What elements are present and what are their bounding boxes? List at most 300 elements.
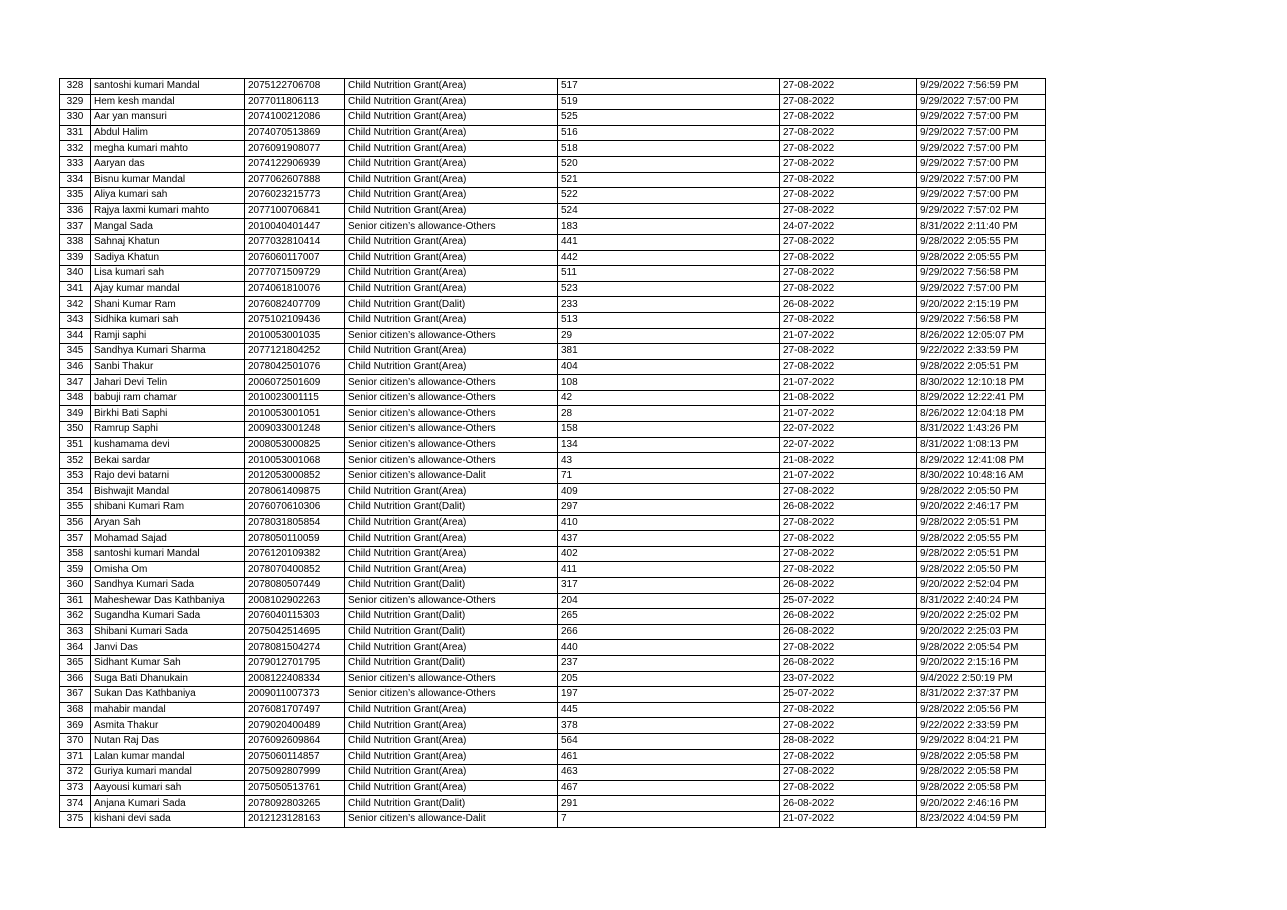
date-cell: 27-08-2022 bbox=[780, 203, 917, 219]
id-number-cell: 2010053001068 bbox=[245, 453, 345, 469]
beneficiary-name-cell: Asmita Thakur bbox=[91, 718, 245, 734]
reference-number-cell: 463 bbox=[558, 765, 780, 781]
allowance-type-cell: Child Nutrition Grant(Area) bbox=[345, 344, 558, 360]
reference-number-cell: 445 bbox=[558, 702, 780, 718]
reference-number-cell: 513 bbox=[558, 312, 780, 328]
serial-number-cell: 349 bbox=[60, 406, 91, 422]
id-number-cell: 2074061810076 bbox=[245, 281, 345, 297]
allowance-type-cell: Child Nutrition Grant(Area) bbox=[345, 266, 558, 282]
table-row bbox=[60, 733, 1046, 749]
beneficiary-name-cell: Jahari Devi Telin bbox=[91, 375, 245, 391]
reference-number-cell: 205 bbox=[558, 671, 780, 687]
date-cell: 27-08-2022 bbox=[780, 765, 917, 781]
serial-number-cell: 368 bbox=[60, 702, 91, 718]
timestamp-cell: 8/23/2022 4:04:59 PM bbox=[917, 811, 1046, 827]
timestamp-cell: 8/31/2022 2:11:40 PM bbox=[917, 219, 1046, 235]
date-cell: 27-08-2022 bbox=[780, 515, 917, 531]
id-number-cell: 2078080507449 bbox=[245, 578, 345, 594]
id-number-cell: 2077071509729 bbox=[245, 266, 345, 282]
id-number-cell: 2076023215773 bbox=[245, 188, 345, 204]
table-row bbox=[60, 687, 1046, 703]
beneficiary-name-cell: babuji ram chamar bbox=[91, 390, 245, 406]
serial-number-cell: 335 bbox=[60, 188, 91, 204]
id-number-cell: 2078031805854 bbox=[245, 515, 345, 531]
serial-number-cell: 337 bbox=[60, 219, 91, 235]
reference-number-cell: 317 bbox=[558, 578, 780, 594]
allowance-type-cell: Child Nutrition Grant(Area) bbox=[345, 312, 558, 328]
allowance-type-cell: Senior citizen’s allowance-Dalit bbox=[345, 468, 558, 484]
timestamp-cell: 9/28/2022 2:05:50 PM bbox=[917, 562, 1046, 578]
serial-number-cell: 362 bbox=[60, 609, 91, 625]
beneficiary-name-cell: Aayousi kumari sah bbox=[91, 780, 245, 796]
id-number-cell: 2078092803265 bbox=[245, 796, 345, 812]
id-number-cell: 2079012701795 bbox=[245, 655, 345, 671]
beneficiary-name-cell: mahabir mandal bbox=[91, 702, 245, 718]
table-row bbox=[60, 562, 1046, 578]
allowance-type-cell: Senior citizen’s allowance-Others bbox=[345, 375, 558, 391]
allowance-type-cell: Child Nutrition Grant(Area) bbox=[345, 203, 558, 219]
table-row bbox=[60, 578, 1046, 594]
beneficiary-name-cell: Maheshewar Das Kathbaniya bbox=[91, 593, 245, 609]
serial-number-cell: 354 bbox=[60, 484, 91, 500]
table-row bbox=[60, 344, 1046, 360]
date-cell: 26-08-2022 bbox=[780, 624, 917, 640]
beneficiary-name-cell: Aryan Sah bbox=[91, 515, 245, 531]
allowance-type-cell: Senior citizen’s allowance-Others bbox=[345, 437, 558, 453]
date-cell: 22-07-2022 bbox=[780, 422, 917, 438]
table-row bbox=[60, 281, 1046, 297]
table-row bbox=[60, 110, 1046, 126]
timestamp-cell: 9/28/2022 2:05:54 PM bbox=[917, 640, 1046, 656]
serial-number-cell: 339 bbox=[60, 250, 91, 266]
reference-number-cell: 511 bbox=[558, 266, 780, 282]
id-number-cell: 2079020400489 bbox=[245, 718, 345, 734]
table-row bbox=[60, 468, 1046, 484]
date-cell: 27-08-2022 bbox=[780, 125, 917, 141]
reference-number-cell: 516 bbox=[558, 125, 780, 141]
id-number-cell: 2076082407709 bbox=[245, 297, 345, 313]
id-number-cell: 2074100212086 bbox=[245, 110, 345, 126]
date-cell: 21-07-2022 bbox=[780, 468, 917, 484]
serial-number-cell: 369 bbox=[60, 718, 91, 734]
date-cell: 27-08-2022 bbox=[780, 110, 917, 126]
reference-number-cell: 524 bbox=[558, 203, 780, 219]
table-row bbox=[60, 390, 1046, 406]
timestamp-cell: 9/28/2022 2:05:50 PM bbox=[917, 484, 1046, 500]
allowance-type-cell: Child Nutrition Grant(Area) bbox=[345, 281, 558, 297]
reference-number-cell: 564 bbox=[558, 733, 780, 749]
reference-number-cell: 266 bbox=[558, 624, 780, 640]
reference-number-cell: 134 bbox=[558, 437, 780, 453]
allowance-type-cell: Child Nutrition Grant(Dalit) bbox=[345, 500, 558, 516]
beneficiary-name-cell: Anjana Kumari Sada bbox=[91, 796, 245, 812]
beneficiary-name-cell: Aaryan das bbox=[91, 156, 245, 172]
beneficiary-name-cell: Janvi Das bbox=[91, 640, 245, 656]
serial-number-cell: 342 bbox=[60, 297, 91, 313]
id-number-cell: 2077100706841 bbox=[245, 203, 345, 219]
allowance-type-cell: Child Nutrition Grant(Area) bbox=[345, 640, 558, 656]
table-row bbox=[60, 718, 1046, 734]
serial-number-cell: 367 bbox=[60, 687, 91, 703]
beneficiary-name-cell: shibani Kumari Ram bbox=[91, 500, 245, 516]
date-cell: 27-08-2022 bbox=[780, 531, 917, 547]
date-cell: 21-08-2022 bbox=[780, 390, 917, 406]
serial-number-cell: 352 bbox=[60, 453, 91, 469]
allowance-type-cell: Child Nutrition Grant(Area) bbox=[345, 531, 558, 547]
allowance-type-cell: Child Nutrition Grant(Area) bbox=[345, 172, 558, 188]
timestamp-cell: 9/29/2022 7:57:00 PM bbox=[917, 188, 1046, 204]
timestamp-cell: 9/28/2022 2:05:58 PM bbox=[917, 749, 1046, 765]
date-cell: 27-08-2022 bbox=[780, 359, 917, 375]
allowance-type-cell: Senior citizen’s allowance-Others bbox=[345, 687, 558, 703]
table-row bbox=[60, 156, 1046, 172]
date-cell: 27-08-2022 bbox=[780, 484, 917, 500]
id-number-cell: 2076081707497 bbox=[245, 702, 345, 718]
date-cell: 25-07-2022 bbox=[780, 687, 917, 703]
allowance-type-cell: Senior citizen’s allowance-Others bbox=[345, 390, 558, 406]
allowance-type-cell: Child Nutrition Grant(Area) bbox=[345, 250, 558, 266]
date-cell: 27-08-2022 bbox=[780, 718, 917, 734]
id-number-cell: 2008122408334 bbox=[245, 671, 345, 687]
timestamp-cell: 9/29/2022 7:56:58 PM bbox=[917, 266, 1046, 282]
timestamp-cell: 9/20/2022 2:25:03 PM bbox=[917, 624, 1046, 640]
allowance-type-cell: Child Nutrition Grant(Area) bbox=[345, 718, 558, 734]
allowance-type-cell: Child Nutrition Grant(Dalit) bbox=[345, 624, 558, 640]
serial-number-cell: 353 bbox=[60, 468, 91, 484]
serial-number-cell: 373 bbox=[60, 780, 91, 796]
id-number-cell: 2009033001248 bbox=[245, 422, 345, 438]
id-number-cell: 2076091908077 bbox=[245, 141, 345, 157]
timestamp-cell: 9/20/2022 2:25:02 PM bbox=[917, 609, 1046, 625]
id-number-cell: 2078050110059 bbox=[245, 531, 345, 547]
serial-number-cell: 372 bbox=[60, 765, 91, 781]
id-number-cell: 2012123128163 bbox=[245, 811, 345, 827]
date-cell: 26-08-2022 bbox=[780, 796, 917, 812]
id-number-cell: 2010023001115 bbox=[245, 390, 345, 406]
beneficiary-name-cell: Birkhi Bati Saphi bbox=[91, 406, 245, 422]
date-cell: 27-08-2022 bbox=[780, 281, 917, 297]
beneficiary-name-cell: Aar yan mansuri bbox=[91, 110, 245, 126]
serial-number-cell: 345 bbox=[60, 344, 91, 360]
date-cell: 27-08-2022 bbox=[780, 188, 917, 204]
date-cell: 26-08-2022 bbox=[780, 655, 917, 671]
reference-number-cell: 381 bbox=[558, 344, 780, 360]
table-row bbox=[60, 406, 1046, 422]
id-number-cell: 2075042514695 bbox=[245, 624, 345, 640]
timestamp-cell: 9/28/2022 2:05:51 PM bbox=[917, 359, 1046, 375]
table-row bbox=[60, 297, 1046, 313]
table-row bbox=[60, 515, 1046, 531]
serial-number-cell: 374 bbox=[60, 796, 91, 812]
id-number-cell: 2075092807999 bbox=[245, 765, 345, 781]
allowance-type-cell: Senior citizen’s allowance-Others bbox=[345, 406, 558, 422]
table-row bbox=[60, 640, 1046, 656]
id-number-cell: 2012053000852 bbox=[245, 468, 345, 484]
table-row bbox=[60, 188, 1046, 204]
serial-number-cell: 351 bbox=[60, 437, 91, 453]
reference-number-cell: 441 bbox=[558, 234, 780, 250]
reference-number-cell: 409 bbox=[558, 484, 780, 500]
timestamp-cell: 9/29/2022 7:57:00 PM bbox=[917, 141, 1046, 157]
table-row bbox=[60, 375, 1046, 391]
id-number-cell: 2074070513869 bbox=[245, 125, 345, 141]
reference-number-cell: 291 bbox=[558, 796, 780, 812]
date-cell: 27-08-2022 bbox=[780, 266, 917, 282]
allowance-type-cell: Child Nutrition Grant(Area) bbox=[345, 359, 558, 375]
table-row bbox=[60, 624, 1046, 640]
serial-number-cell: 357 bbox=[60, 531, 91, 547]
timestamp-cell: 9/28/2022 2:05:55 PM bbox=[917, 531, 1046, 547]
timestamp-cell: 9/29/2022 8:04:21 PM bbox=[917, 733, 1046, 749]
date-cell: 24-07-2022 bbox=[780, 219, 917, 235]
allowance-type-cell: Child Nutrition Grant(Area) bbox=[345, 141, 558, 157]
timestamp-cell: 8/31/2022 1:08:13 PM bbox=[917, 437, 1046, 453]
id-number-cell: 2078070400852 bbox=[245, 562, 345, 578]
beneficiary-name-cell: Sahnaj Khatun bbox=[91, 234, 245, 250]
timestamp-cell: 8/31/2022 2:37:37 PM bbox=[917, 687, 1046, 703]
reference-number-cell: 265 bbox=[558, 609, 780, 625]
timestamp-cell: 9/29/2022 7:56:58 PM bbox=[917, 312, 1046, 328]
table-row bbox=[60, 437, 1046, 453]
id-number-cell: 2077011806113 bbox=[245, 94, 345, 110]
date-cell: 21-08-2022 bbox=[780, 453, 917, 469]
allowance-type-cell: Child Nutrition Grant(Area) bbox=[345, 94, 558, 110]
beneficiary-name-cell: Sidhant Kumar Sah bbox=[91, 655, 245, 671]
date-cell: 27-08-2022 bbox=[780, 141, 917, 157]
serial-number-cell: 338 bbox=[60, 234, 91, 250]
date-cell: 25-07-2022 bbox=[780, 593, 917, 609]
id-number-cell: 2009011007373 bbox=[245, 687, 345, 703]
reference-number-cell: 411 bbox=[558, 562, 780, 578]
beneficiary-name-cell: Ramji saphi bbox=[91, 328, 245, 344]
allowance-type-cell: Child Nutrition Grant(Area) bbox=[345, 110, 558, 126]
serial-number-cell: 348 bbox=[60, 390, 91, 406]
serial-number-cell: 365 bbox=[60, 655, 91, 671]
serial-number-cell: 336 bbox=[60, 203, 91, 219]
timestamp-cell: 8/29/2022 12:41:08 PM bbox=[917, 453, 1046, 469]
allowance-type-cell: Child Nutrition Grant(Area) bbox=[345, 702, 558, 718]
table-row bbox=[60, 359, 1046, 375]
serial-number-cell: 360 bbox=[60, 578, 91, 594]
timestamp-cell: 9/29/2022 7:57:02 PM bbox=[917, 203, 1046, 219]
table-row bbox=[60, 219, 1046, 235]
allowance-type-cell: Child Nutrition Grant(Area) bbox=[345, 749, 558, 765]
beneficiary-name-cell: Sanbi Thakur bbox=[91, 359, 245, 375]
reference-number-cell: 233 bbox=[558, 297, 780, 313]
table-row bbox=[60, 312, 1046, 328]
allowance-type-cell: Child Nutrition Grant(Area) bbox=[345, 156, 558, 172]
allowance-type-cell: Senior citizen’s allowance-Others bbox=[345, 593, 558, 609]
table-row bbox=[60, 422, 1046, 438]
reference-number-cell: 71 bbox=[558, 468, 780, 484]
timestamp-cell: 8/30/2022 12:10:18 PM bbox=[917, 375, 1046, 391]
timestamp-cell: 8/31/2022 1:43:26 PM bbox=[917, 422, 1046, 438]
reference-number-cell: 518 bbox=[558, 141, 780, 157]
serial-number-cell: 366 bbox=[60, 671, 91, 687]
records-table bbox=[59, 78, 1046, 828]
serial-number-cell: 347 bbox=[60, 375, 91, 391]
table-row bbox=[60, 250, 1046, 266]
allowance-type-cell: Senior citizen’s allowance-Others bbox=[345, 453, 558, 469]
date-cell: 27-08-2022 bbox=[780, 562, 917, 578]
table-row bbox=[60, 702, 1046, 718]
timestamp-cell: 9/29/2022 7:57:00 PM bbox=[917, 172, 1046, 188]
allowance-type-cell: Senior citizen’s allowance-Others bbox=[345, 671, 558, 687]
date-cell: 27-08-2022 bbox=[780, 546, 917, 562]
timestamp-cell: 9/28/2022 2:05:56 PM bbox=[917, 702, 1046, 718]
serial-number-cell: 331 bbox=[60, 125, 91, 141]
reference-number-cell: 467 bbox=[558, 780, 780, 796]
reference-number-cell: 410 bbox=[558, 515, 780, 531]
reference-number-cell: 521 bbox=[558, 172, 780, 188]
table-row bbox=[60, 546, 1046, 562]
allowance-type-cell: Child Nutrition Grant(Area) bbox=[345, 765, 558, 781]
beneficiary-name-cell: Mangal Sada bbox=[91, 219, 245, 235]
serial-number-cell: 356 bbox=[60, 515, 91, 531]
records-body bbox=[60, 79, 1046, 828]
timestamp-cell: 8/26/2022 12:04:18 PM bbox=[917, 406, 1046, 422]
date-cell: 21-07-2022 bbox=[780, 328, 917, 344]
beneficiary-name-cell: Suga Bati Dhanukain bbox=[91, 671, 245, 687]
allowance-type-cell: Child Nutrition Grant(Area) bbox=[345, 234, 558, 250]
timestamp-cell: 9/20/2022 2:15:19 PM bbox=[917, 297, 1046, 313]
date-cell: 26-08-2022 bbox=[780, 609, 917, 625]
timestamp-cell: 9/28/2022 2:05:58 PM bbox=[917, 765, 1046, 781]
table-row bbox=[60, 811, 1046, 827]
serial-number-cell: 350 bbox=[60, 422, 91, 438]
table-row bbox=[60, 94, 1046, 110]
id-number-cell: 2078042501076 bbox=[245, 359, 345, 375]
serial-number-cell: 361 bbox=[60, 593, 91, 609]
beneficiary-name-cell: Lalan kumar mandal bbox=[91, 749, 245, 765]
date-cell: 27-08-2022 bbox=[780, 749, 917, 765]
reference-number-cell: 204 bbox=[558, 593, 780, 609]
timestamp-cell: 9/28/2022 2:05:51 PM bbox=[917, 546, 1046, 562]
id-number-cell: 2010053001051 bbox=[245, 406, 345, 422]
reference-number-cell: 183 bbox=[558, 219, 780, 235]
beneficiary-name-cell: Lisa kumari sah bbox=[91, 266, 245, 282]
timestamp-cell: 8/30/2022 10:48:16 AM bbox=[917, 468, 1046, 484]
reference-number-cell: 402 bbox=[558, 546, 780, 562]
table-row bbox=[60, 671, 1046, 687]
serial-number-cell: 328 bbox=[60, 79, 91, 95]
date-cell: 26-08-2022 bbox=[780, 297, 917, 313]
serial-number-cell: 355 bbox=[60, 500, 91, 516]
date-cell: 21-07-2022 bbox=[780, 375, 917, 391]
reference-number-cell: 442 bbox=[558, 250, 780, 266]
date-cell: 27-08-2022 bbox=[780, 780, 917, 796]
serial-number-cell: 358 bbox=[60, 546, 91, 562]
table-row bbox=[60, 609, 1046, 625]
id-number-cell: 2075102109436 bbox=[245, 312, 345, 328]
beneficiary-name-cell: Bisnu kumar Mandal bbox=[91, 172, 245, 188]
allowance-type-cell: Child Nutrition Grant(Dalit) bbox=[345, 655, 558, 671]
allowance-type-cell: Child Nutrition Grant(Area) bbox=[345, 780, 558, 796]
date-cell: 27-08-2022 bbox=[780, 702, 917, 718]
reference-number-cell: 520 bbox=[558, 156, 780, 172]
serial-number-cell: 333 bbox=[60, 156, 91, 172]
beneficiary-name-cell: megha kumari mahto bbox=[91, 141, 245, 157]
serial-number-cell: 329 bbox=[60, 94, 91, 110]
timestamp-cell: 9/29/2022 7:56:59 PM bbox=[917, 79, 1046, 95]
id-number-cell: 2008053000825 bbox=[245, 437, 345, 453]
beneficiary-name-cell: Ramrup Saphi bbox=[91, 422, 245, 438]
beneficiary-name-cell: Rajya laxmi kumari mahto bbox=[91, 203, 245, 219]
reference-number-cell: 29 bbox=[558, 328, 780, 344]
allowance-type-cell: Child Nutrition Grant(Area) bbox=[345, 188, 558, 204]
serial-number-cell: 363 bbox=[60, 624, 91, 640]
date-cell: 27-08-2022 bbox=[780, 79, 917, 95]
date-cell: 26-08-2022 bbox=[780, 578, 917, 594]
date-cell: 26-08-2022 bbox=[780, 500, 917, 516]
serial-number-cell: 375 bbox=[60, 811, 91, 827]
date-cell: 27-08-2022 bbox=[780, 172, 917, 188]
serial-number-cell: 364 bbox=[60, 640, 91, 656]
table-row bbox=[60, 141, 1046, 157]
reference-number-cell: 523 bbox=[558, 281, 780, 297]
id-number-cell: 2077121804252 bbox=[245, 344, 345, 360]
serial-number-cell: 334 bbox=[60, 172, 91, 188]
table-row bbox=[60, 593, 1046, 609]
serial-number-cell: 371 bbox=[60, 749, 91, 765]
table-row bbox=[60, 655, 1046, 671]
beneficiary-name-cell: santoshi kumari Mandal bbox=[91, 546, 245, 562]
reference-number-cell: 158 bbox=[558, 422, 780, 438]
beneficiary-name-cell: Sandhya Kumari Sharma bbox=[91, 344, 245, 360]
serial-number-cell: 340 bbox=[60, 266, 91, 282]
table-row bbox=[60, 266, 1046, 282]
beneficiary-name-cell: kushamama devi bbox=[91, 437, 245, 453]
beneficiary-name-cell: Nutan Raj Das bbox=[91, 733, 245, 749]
table-row bbox=[60, 203, 1046, 219]
beneficiary-name-cell: Sandhya Kumari Sada bbox=[91, 578, 245, 594]
timestamp-cell: 9/29/2022 7:57:00 PM bbox=[917, 125, 1046, 141]
table-row bbox=[60, 328, 1046, 344]
id-number-cell: 2075050513761 bbox=[245, 780, 345, 796]
allowance-type-cell: Child Nutrition Grant(Dalit) bbox=[345, 609, 558, 625]
date-cell: 21-07-2022 bbox=[780, 406, 917, 422]
allowance-type-cell: Senior citizen’s allowance-Others bbox=[345, 328, 558, 344]
reference-number-cell: 525 bbox=[558, 110, 780, 126]
beneficiary-name-cell: Hem kesh mandal bbox=[91, 94, 245, 110]
reference-number-cell: 7 bbox=[558, 811, 780, 827]
beneficiary-name-cell: Sugandha Kumari Sada bbox=[91, 609, 245, 625]
id-number-cell: 2077062607888 bbox=[245, 172, 345, 188]
timestamp-cell: 9/28/2022 2:05:55 PM bbox=[917, 250, 1046, 266]
beneficiary-name-cell: Shani Kumar Ram bbox=[91, 297, 245, 313]
timestamp-cell: 8/26/2022 12:05:07 PM bbox=[917, 328, 1046, 344]
beneficiary-name-cell: Bishwajit Mandal bbox=[91, 484, 245, 500]
serial-number-cell: 330 bbox=[60, 110, 91, 126]
id-number-cell: 2006072501609 bbox=[245, 375, 345, 391]
serial-number-cell: 344 bbox=[60, 328, 91, 344]
beneficiary-name-cell: Ajay kumar mandal bbox=[91, 281, 245, 297]
timestamp-cell: 9/22/2022 2:33:59 PM bbox=[917, 344, 1046, 360]
id-number-cell: 2008102902263 bbox=[245, 593, 345, 609]
allowance-type-cell: Child Nutrition Grant(Area) bbox=[345, 79, 558, 95]
table-row bbox=[60, 484, 1046, 500]
table-row bbox=[60, 234, 1046, 250]
timestamp-cell: 9/28/2022 2:05:58 PM bbox=[917, 780, 1046, 796]
date-cell: 28-08-2022 bbox=[780, 733, 917, 749]
timestamp-cell: 9/20/2022 2:46:17 PM bbox=[917, 500, 1046, 516]
table-row bbox=[60, 500, 1046, 516]
beneficiary-name-cell: kishani devi sada bbox=[91, 811, 245, 827]
id-number-cell: 2078061409875 bbox=[245, 484, 345, 500]
allowance-type-cell: Child Nutrition Grant(Area) bbox=[345, 484, 558, 500]
date-cell: 21-07-2022 bbox=[780, 811, 917, 827]
id-number-cell: 2075122706708 bbox=[245, 79, 345, 95]
